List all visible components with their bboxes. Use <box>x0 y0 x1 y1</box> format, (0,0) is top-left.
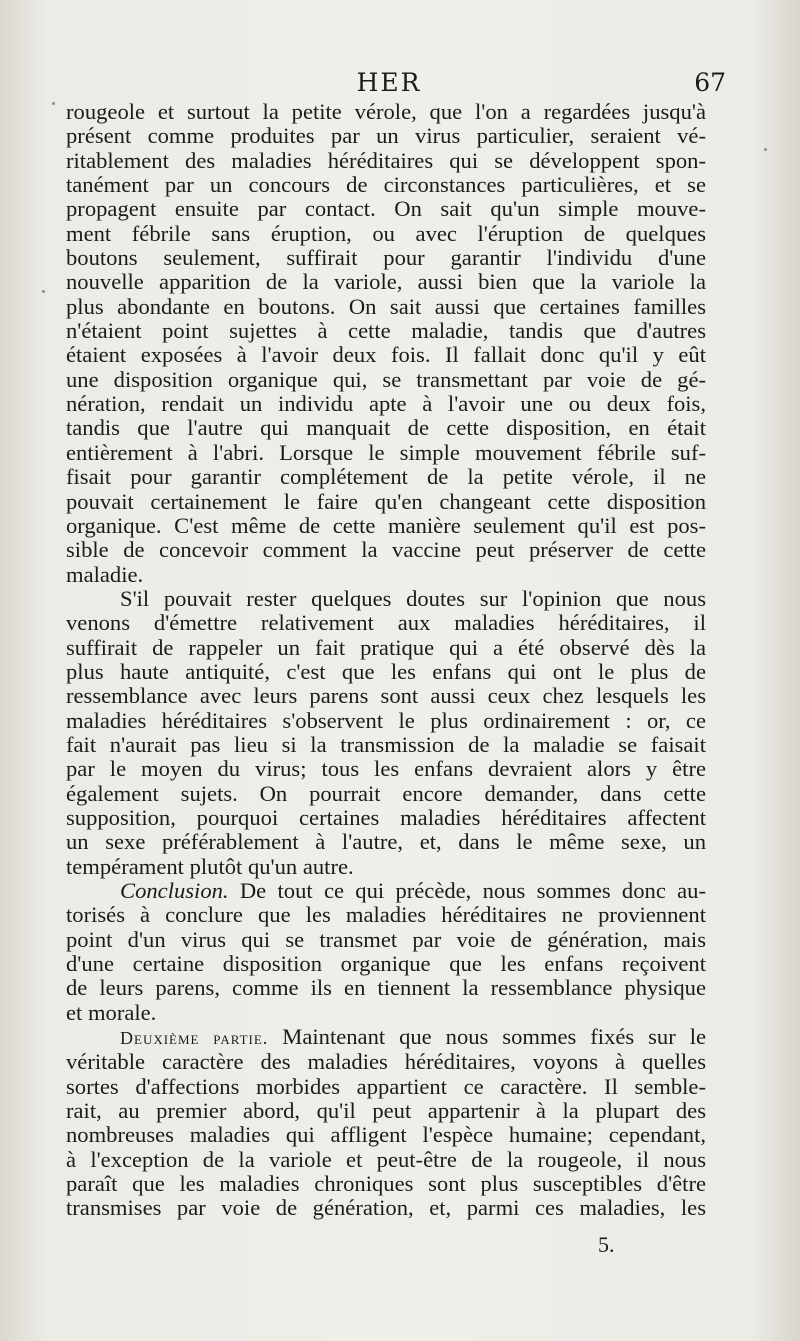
page-header <box>66 64 726 104</box>
text-line: plus haute antiquité, c'est que les enfans qui ont le plus de <box>66 658 706 684</box>
text-line: S'il pouvait rester quelques doutes sur l'opinion que nous <box>120 585 706 611</box>
text-line: rougeole et surtout la petite vérole, que l'on a regardées jusqu'à <box>66 99 706 124</box>
text-line: véritable caractère des maladies héréditaires, voyons à quelles <box>66 1049 706 1075</box>
text-line: torisés à conclure que les maladies héréditaires ne proviennent <box>66 902 706 928</box>
text-line: présent comme produites par un virus particulier, seraient vé- <box>66 123 706 149</box>
ink-speck <box>52 102 55 105</box>
text-line: nération, rendait un individu apte à l'avoir une ou deux fois, <box>66 391 706 417</box>
text-line: organique. C'est même de cette manière seulement qu'il est pos- <box>66 512 706 538</box>
text-line: sible de concevoir comment la vaccine peut préserver de cette <box>66 537 706 563</box>
text-line: nouvelle apparition de la variole, aussi bien que la variole la <box>66 269 706 295</box>
text-line: d'une certaine disposition organique que les enfans reçoivent <box>66 951 706 977</box>
text-line: venons d'émettre relativement aux maladies héréditaires, il <box>66 610 706 636</box>
text-line: et morale. <box>66 999 157 1025</box>
text-line: paraît que les maladies chroniques sont plus susceptibles d'être <box>66 1171 706 1197</box>
conclusion-heading: Conclusion. <box>120 878 229 903</box>
body-text <box>66 100 706 1221</box>
text-line: étaient exposées à l'avoir deux fois. Il fallait donc qu'il y eût <box>66 342 706 368</box>
ink-speck <box>764 148 767 151</box>
text-line: n'étaient point sujettes à cette maladie, tandis que d'autres <box>66 318 706 344</box>
text-line: de leurs parens, comme ils en tiennent la ressemblance physique <box>66 975 706 1001</box>
text-line: ritablement des maladies héréditaires qui se développent spon- <box>66 147 706 173</box>
text-line: tempérament plutôt qu'un autre. <box>66 853 354 879</box>
text-line: maladies héréditaires s'observent le plus ordinairement : or, ce <box>66 707 706 733</box>
text-line: maladie. <box>66 561 144 587</box>
text-line: boutons seulement, suffirait pour garantir l'individu d'une <box>66 245 706 271</box>
text-line: entièrement à l'abri. Lorsque le simple mouvement fébrile suf- <box>66 439 706 465</box>
text-line: tandis que l'autre qui manquait de cette disposition, en était <box>66 415 706 441</box>
text-line: une disposition organique qui, se transmettant par voie de gé- <box>66 366 706 392</box>
text-line: plus abondante en boutons. On sait aussi que certaines familles <box>66 293 706 319</box>
text-line: rait, au premier abord, qu'il peut appartenir à la plupart des <box>66 1098 706 1124</box>
signature-mark: 5. <box>598 1232 615 1257</box>
text-run: Maintenant que nous sommes fixés sur le <box>268 1024 707 1050</box>
text-line: transmises par voie de génération, et, parmi ces maladies, les <box>66 1195 706 1221</box>
text-line: point d'un virus qui se transmet par voie de génération, mais <box>66 926 706 952</box>
text-line: tanément par un concours de circonstances particulières, et se <box>66 172 706 198</box>
text-run: De tout ce qui précède, nous sommes donc au- <box>228 878 706 903</box>
text-line: fisait pour garantir complétement de la petite vérole, il ne <box>66 464 706 490</box>
text-line: par le moyen du virus; tous les enfans devraient alors y être <box>66 756 706 782</box>
text-line: supposition, pourquoi certaines maladies héréditaires affectent <box>66 804 706 830</box>
ink-speck <box>42 290 45 293</box>
text-line: propagent ensuite par contact. On sait qu'un simple mouve- <box>66 196 706 222</box>
text-line: fait n'aurait pas lieu si la transmission de la maladie se faisait <box>66 731 706 757</box>
text-line: nombreuses maladies qui affligent l'espèce humaine; cependant, <box>66 1122 706 1148</box>
text-line: à l'exception de la variole et peut-être de la rougeole, il nous <box>66 1146 706 1172</box>
paragraph-1 <box>66 100 706 587</box>
text-line: suffirait de rappeler un fait pratique qui a été observé dès la <box>66 634 706 660</box>
running-head: HER <box>356 68 422 97</box>
text-line: ressemblance avec leurs parens sont aussi ceux chez lesquels les <box>66 683 706 709</box>
paragraph-deuxieme-partie <box>66 1025 706 1221</box>
text-line: ment fébrile sans éruption, ou avec l'éruption de quelques <box>66 220 706 246</box>
section-heading: Deuxième partie. <box>120 1028 269 1049</box>
text-line: également sujets. On pourrait encore demander, dans cette <box>66 780 706 806</box>
text-line <box>66 1025 706 1050</box>
paragraph-2 <box>66 587 706 879</box>
text-line: pouvait certainement le faire qu'en changeant cette disposition <box>66 488 706 514</box>
text-line: un sexe préférablement à l'autre, et, dans le même sexe, un <box>66 829 706 855</box>
paragraph-conclusion <box>66 879 706 1025</box>
text-line: sortes d'affections morbides appartient ce caractère. Il semble- <box>66 1073 706 1099</box>
text-line <box>66 879 706 903</box>
page-number: 67 <box>694 68 726 97</box>
